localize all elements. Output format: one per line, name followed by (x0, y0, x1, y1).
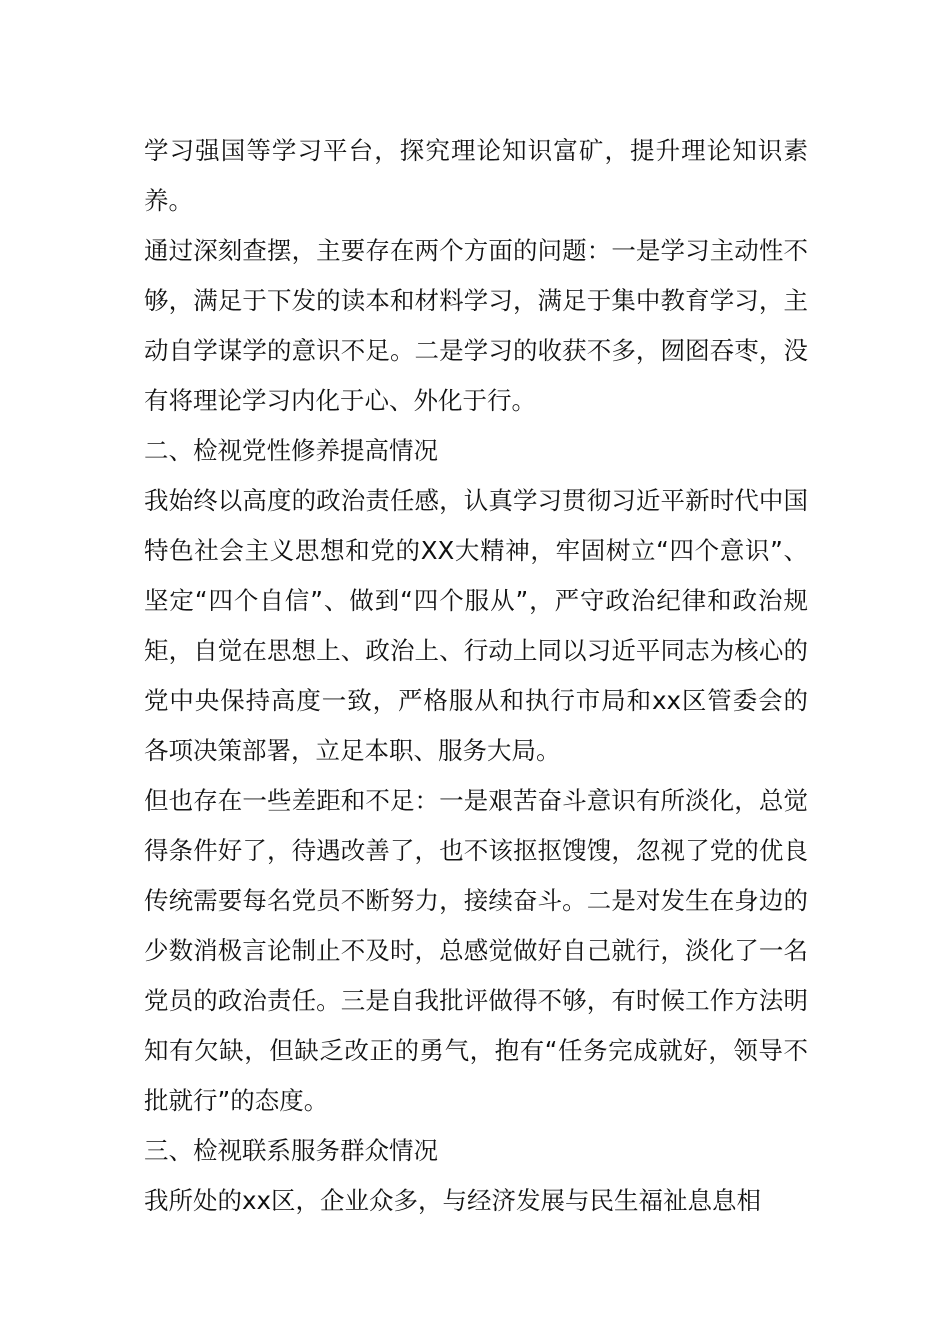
document-body (144, 126, 808, 1226)
paragraph-problems-study: 通过深刻查摆，主要存在两个方面的问题：一是学习主动性不够，满足于下发的读本和材料学习，满足于集中教育学习，主动自学谋学的意识不足。二是学习的收获不多，囫囵吞枣，没有将理论学习内化于心、外化于行。 (144, 236, 808, 415)
section-heading-3: 三、检视联系服务群众情况 (144, 1136, 438, 1165)
section-heading-2: 二、检视党性修养提高情况 (144, 436, 438, 465)
paragraph-district: 我所处的xx区，企业众多，与经济发展与民生福祉息息相 (144, 1186, 761, 1215)
paragraph-continuation: 学习强国等学习平台，探究理论知识富矿，提升理论知识素养。 (144, 136, 808, 215)
paragraph-party-spirit: 我始终以高度的政治责任感，认真学习贯彻习近平新时代中国特色社会主义思想和党的XX大精神，牢固树立“四个意识”、坚定“四个自信”、做到“四个服从”，严守政治纪律和政治规矩，自觉在思想上、政治上、行动上同以习近平同志为核心的党中央保持高度一致，严格服从和执行市局和xx区管委会的各项决策部署，立足本职、服务大局。 (144, 486, 808, 765)
paragraph-shortcomings: 但也存在一些差距和不足：一是艰苦奋斗意识有所淡化，总觉得条件好了，待遇改善了，也不该抠抠馊馊，忽视了党的优良传统需要每名党员不断努力，接续奋斗。二是对发生在身边的少数消极言论制止不及时，总感觉做好自己就行，淡化了一名党员的政治责任。三是自我批评做得不够，有时候工作方法明知有欠缺，但缺乏改正的勇气，抱有“任务完成就好，领导不批就行”的态度。 (144, 786, 808, 1115)
